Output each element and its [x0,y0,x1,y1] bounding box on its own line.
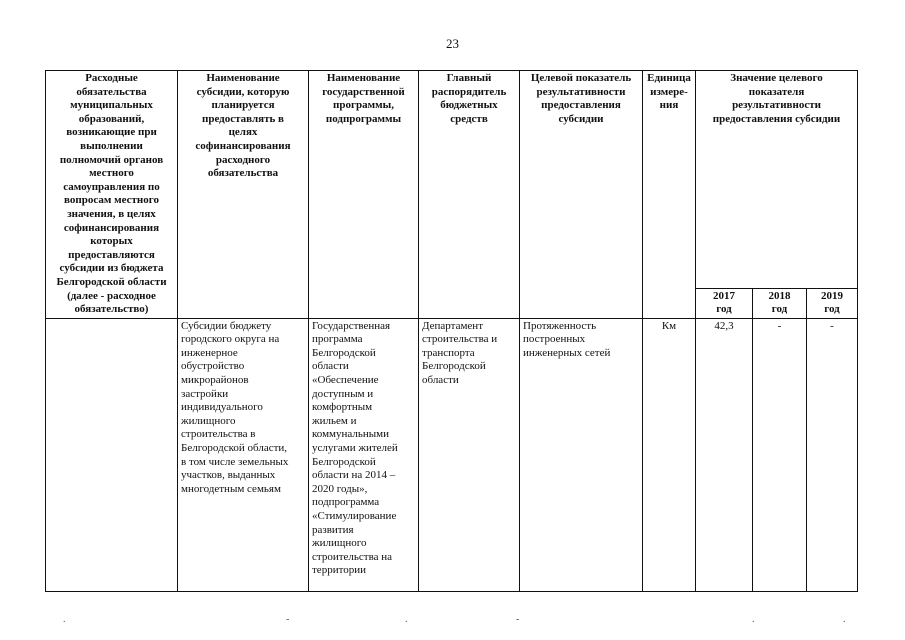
header-unit: Единица измере- ния [643,71,696,319]
header-indicator-value: Значение целевого показателя результативности предоставления субсидии [696,71,858,289]
footer-marks [0,614,905,624]
subsidy-table [45,70,858,592]
table-row [46,318,858,591]
header-target-indicator: Целевой показатель результативности предоставления субсидии [520,71,643,319]
footer-mark: . [405,614,408,625]
header-state-program: Наименование государственной программы, подпрограммы [309,71,419,319]
cell-subsidy-name: Субсидии бюджету городского округа на инженерное обустройство микрорайонов застройки индивидуального жилищного строительства в Белгородской области, в том числе земельных участков, выданных многодетным семьям [178,318,309,591]
cell-value-2018: - [753,318,807,591]
page-number: 23 [446,36,459,51]
cell-value-2017: 42,3 [696,318,753,591]
cell-unit: Км [643,318,696,591]
footer-mark: - [286,614,290,625]
header-row [46,71,858,289]
header-year-2017: 2017 год [696,288,753,318]
footer-mark: - [516,614,520,625]
cell-state-program: Государственная программа Белгородской области «Обеспечение доступным и комфортным жильем и коммунальными услугами жителей Белгородской области на 2014 – 2020 годы», подпрограмма «Стимулирование развития жилищного строительства на территории [309,318,419,591]
header-expense-obligations: Расходные обязательства муниципальных образований, возникающие при выполнении полномочий органов местного самоуправления по вопросам местного значения, в целях софинансирования которых предоставляются субсидии из бюджета Белгородской области (далее - расходное обязательство) [46,71,178,319]
footer-mark: . [63,614,66,625]
footer-mark: . [843,614,846,625]
header-budget-manager: Главный распорядитель бюджетных средств [419,71,520,319]
cell-expense-obligation [46,318,178,591]
header-year-2018: 2018 год [753,288,807,318]
header-year-2019: 2019 год [807,288,858,318]
header-subsidy-name: Наименование субсидии, которую планируется предоставлять в целях софинансирования расходного обязательства [178,71,309,319]
footer-mark: . [752,614,755,625]
cell-target-indicator: Протяженность построенных инженерных сетей [520,318,643,591]
cell-value-2019: - [807,318,858,591]
cell-budget-manager: Департамент строительства и транспорта Белгородской области [419,318,520,591]
